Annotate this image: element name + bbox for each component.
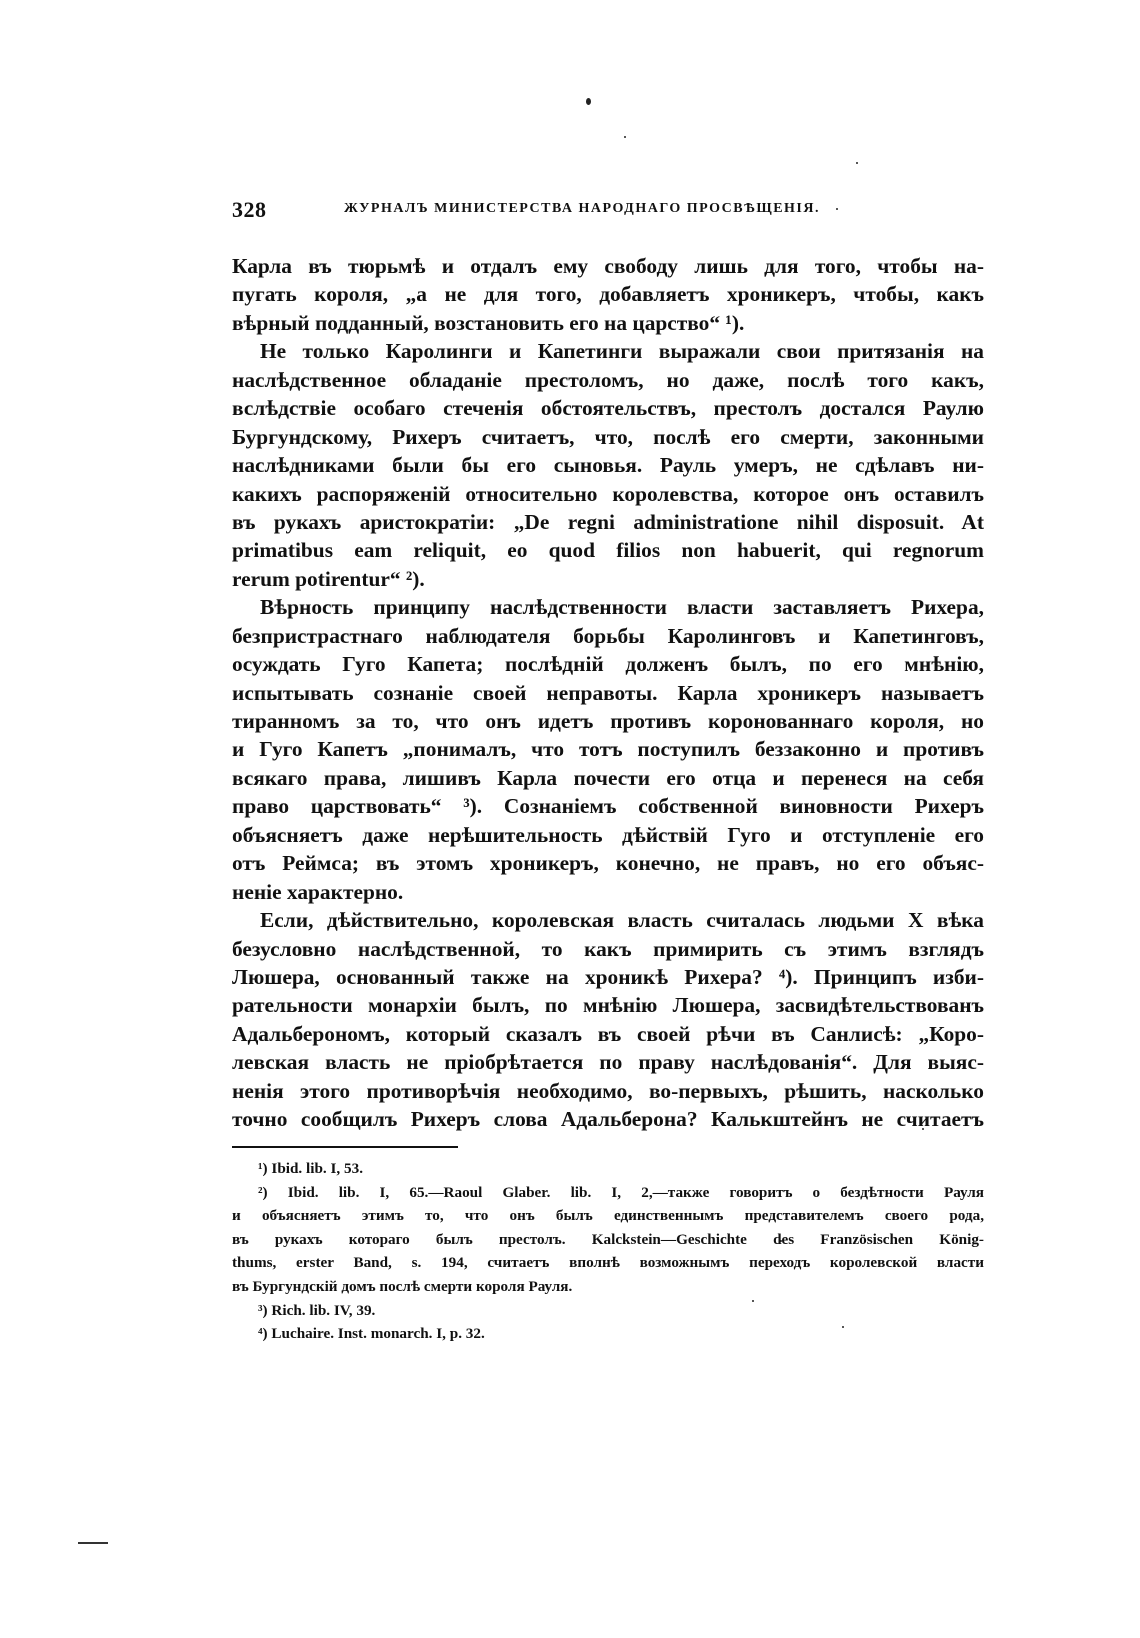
text-line: неніе характерно.	[232, 879, 404, 904]
text-line: вѣрный подданный, возстановить его на царство“ ¹).	[232, 310, 745, 335]
text-line: тиранномъ за то, что онъ идетъ противъ коронованнаго короля, но	[232, 709, 984, 733]
text-line: вслѣдствіе особаго стеченія обстоятельствъ, престолъ достался Раулю	[232, 396, 984, 421]
text-line: всякаго права, лишивъ Карла почести его отца и перенеся на себя	[232, 765, 984, 790]
text-line: наслѣдственное обладаніе престоломъ, но даже, послѣ того какъ,	[232, 367, 984, 392]
text-line: осуждать Гуго Капета; послѣдній долженъ былъ, по его мнѣнію,	[232, 652, 984, 677]
text-line: и Гуго Капетъ „понималъ, что тотъ поступилъ беззаконно и противъ	[232, 737, 984, 762]
scan-edge-mark	[78, 1542, 108, 1544]
text-line: какихъ распоряженій относительно королевства, которое онъ оставилъ	[232, 481, 984, 506]
footnote-line: и объясняетъ этимъ то, что онъ былъ единственнымъ представителемъ своего рода,	[232, 1207, 984, 1225]
text-line: безусловно наслѣдственной, то какъ примирить съ этимъ взглядъ	[232, 936, 984, 961]
text-line: объясняетъ даже нерѣшительность дѣйствій Гуго и отступленіе его	[232, 822, 984, 847]
text-line: Не только Каролинги и Капетинги выражали свои притязанія на	[260, 339, 984, 364]
text-line: Карла въ тюрьмѣ и отдалъ ему свободу лишь для того, чтобы на-	[232, 254, 984, 278]
scan-speck	[856, 162, 858, 164]
running-title: ЖУРНАЛЪ МИНИСТЕРСТВА НАРОДНАГО ПРОСВѢЩЕНІЯ.	[344, 201, 820, 216]
footnote-line: въ Бургундскій домъ послѣ смерти короля Рауля.	[232, 1277, 573, 1295]
text-line: безпристрастнаго наблюдателя борьбы Каролинговъ и Капетинговъ,	[232, 623, 984, 648]
text-line: въ рукахъ аристократіи: „De regni administratione nihil disposuit. At	[232, 509, 984, 534]
text-line: Если, дѣйствительно, королевская власть считалась людьми X вѣка	[260, 908, 984, 933]
text-line: отъ Реймса; въ этомъ хроникеръ, конечно, не правъ, но его объяс-	[232, 851, 984, 876]
footnote-line: ³) Rich. lib. IV, 39.	[258, 1301, 376, 1319]
text-line: Вѣрность принципу наслѣдственности власти заставляетъ Рихера,	[260, 595, 984, 620]
text-line: испытывать сознаніе своей неправоты. Карла хроникеръ называетъ	[232, 680, 984, 705]
text-line: Адальберономъ, который сказалъ въ своей рѣчи въ Санлисѣ: „Коро-	[232, 1021, 984, 1046]
text-line: право царствовать“ ³). Сознаніемъ собственной виновности Рихеръ	[232, 794, 984, 819]
text-line: пугать короля, „а не для того, добавляетъ хроникеръ, чтобы, какъ	[232, 282, 984, 307]
text-line: Бургундскому, Рихеръ считаетъ, что, послѣ его смерти, законными	[232, 424, 984, 449]
scan-speck	[586, 98, 591, 105]
footnote-line: ⁴) Luchaire. Inst. monarch. I, p. 32.	[258, 1325, 485, 1343]
text-line: точно сообщилъ Рихеръ слова Адальберона? Калькштейнъ не считаетъ	[232, 1107, 984, 1132]
text-line: наслѣдниками были бы его сыновья. Рауль умеръ, не сдѣлавъ ни-	[232, 453, 984, 478]
scan-speck	[624, 136, 626, 138]
footnote-line: въ рукахъ котораго былъ престолъ. Kalckstein—Geschichte des Französischen König-	[232, 1230, 984, 1248]
text-line: ненія этого противорѣчія необходимо, во-первыхъ, рѣшить, насколько	[232, 1078, 984, 1103]
body-text	[232, 252, 984, 1134]
footnote-line: thums, erster Band, s. 194, считаетъ вполнѣ возможнымъ переходъ королевской власти	[232, 1254, 984, 1272]
page-number: 328	[232, 197, 267, 222]
text-line: primatibus eam reliquit, eo quod filios non habuerit, qui regnorum	[232, 538, 984, 563]
text-line: левская власть не пріобрѣтается по праву наслѣдованія“. Для выяс-	[232, 1050, 984, 1075]
text-line: rerum potirentur“ ²).	[232, 566, 425, 591]
text-line: Люшера, основанный также на хроникѣ Рихера? ⁴). Принципъ изби-	[232, 964, 984, 989]
footnote-separator	[232, 1146, 458, 1148]
text-line: рательности монархіи былъ, по мнѣнію Люшера, засвидѣтельствованъ	[232, 993, 984, 1018]
footnote-line: ¹) Ibid. lib. I, 53.	[258, 1160, 363, 1177]
footnote-line: ²) Ibid. lib. I, 65.—Raoul Glaber. lib. I, 2,—также говоритъ о бездѣтности Рауля	[258, 1183, 984, 1201]
page-header	[232, 197, 982, 227]
footnotes	[232, 1157, 984, 1346]
